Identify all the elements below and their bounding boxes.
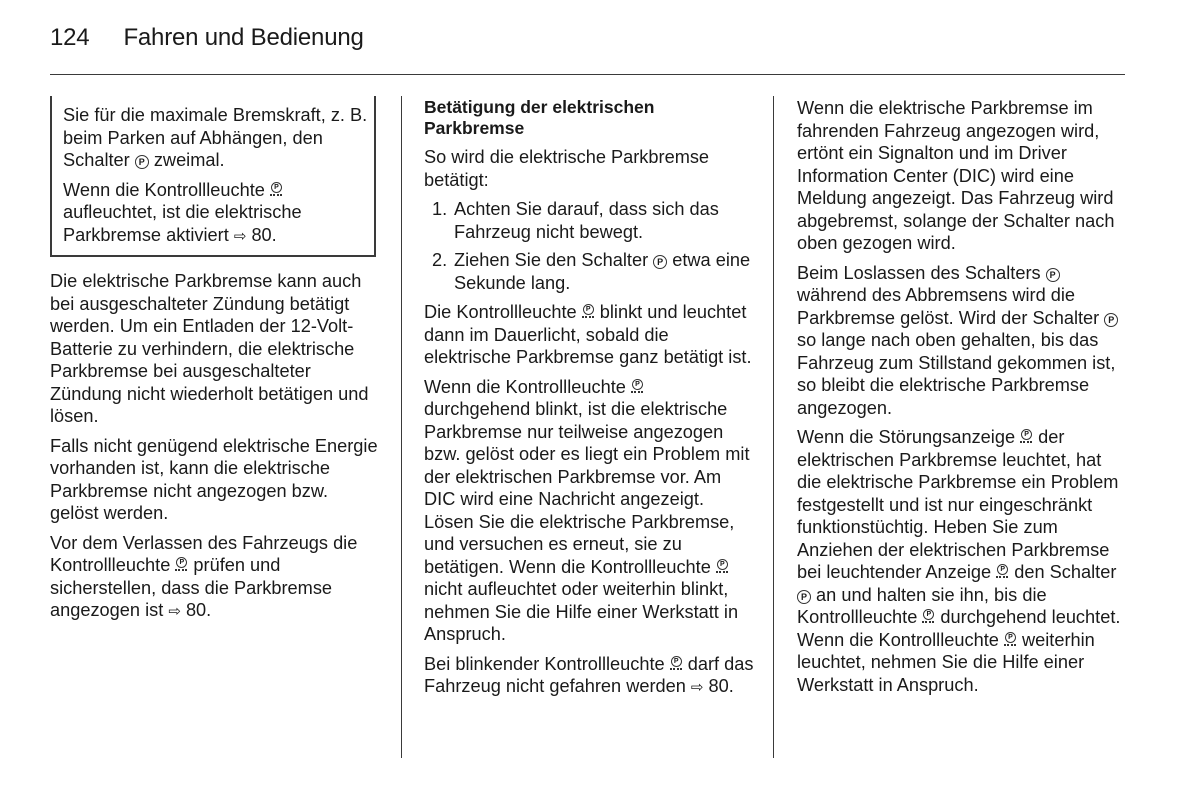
park-brake-fault-lamp-icon — [1020, 429, 1033, 444]
park-switch-icon: P — [1046, 268, 1060, 282]
park-brake-lamp-icon — [582, 304, 595, 319]
page-number: 124 — [50, 24, 90, 51]
park-brake-lamp-icon — [716, 559, 729, 574]
steps-list — [424, 198, 754, 294]
park-brake-lamp-icon — [631, 379, 644, 394]
list-item: 2. Ziehen Sie den Schalter P etwa eine Sekunde lang. — [432, 250, 751, 293]
paragraph: Die Kontrollleuchte P blinkt und leuchtet dann im Dauerlicht, sobald die elektrische Parkbremse ganz betätigt ist. — [424, 301, 754, 369]
park-brake-lamp-icon — [922, 609, 935, 624]
page-reference-icon: ⇨ — [690, 679, 704, 696]
paragraph: Falls nicht genügend elektrische Energie vorhanden ist, kann die elektrische Parkbremse nicht angezogen bzw. gelöst werden. — [50, 435, 378, 523]
page-title: Fahren und Bedienung — [123, 24, 364, 51]
column-divider — [773, 96, 774, 758]
park-brake-lamp-icon — [1004, 632, 1017, 647]
column-left — [50, 270, 378, 631]
page-reference-icon: ⇨ — [233, 227, 247, 245]
column-divider — [401, 96, 402, 758]
park-brake-lamp-icon — [175, 557, 188, 572]
paragraph: Vor dem Verlassen des Fahrzeugs die Kontrollleuchte P prüfen und sicherstellen, dass die Parkbremse angezogen ist ⇨ 80. — [50, 532, 378, 624]
park-brake-fault-lamp-icon — [996, 564, 1009, 579]
column-middle — [424, 97, 754, 707]
column-right — [797, 97, 1129, 703]
page-header — [50, 24, 364, 58]
list-item: 1. Achten Sie darauf, dass sich das Fahrzeug nicht bewegt. — [432, 199, 719, 242]
paragraph: Bei blinkender Kontrollleuchte P darf das Fahrzeug nicht gefahren werden ⇨ 80. — [424, 653, 754, 700]
paragraph: Beim Loslassen des Schalters P während des Abbremsens wird die Parkbremse gelöst. Wird der Schalter P so lange nach oben gehalten, bis das Fahrzeug zum Stillstand gekommen ist, so bleibt die elektrische Parkbremse angezogen. — [797, 262, 1129, 420]
paragraph: Wenn die Störungsanzeige P der elektrischen Parkbremse leuchtet, hat die elektrische Parkbremse ein Problem festgestellt und ist nur eingeschränkt funktionstüchtig. Heben Sie zum Anziehen der elektrischen Parkbremse bei leuchtender Anzeige P den Schalter P an und halten sie ihn, bis die Kontrollleuchte P durchgehend leuchtet. Wenn die Kontrollleuchte P weiterhin leuchtet, nehmen Sie die Hilfe einer Werkstatt in Anspruch. — [797, 426, 1129, 696]
page-reference-icon: ⇨ — [168, 603, 181, 620]
park-switch-icon: P — [797, 590, 811, 604]
paragraph: Wenn die elektrische Parkbremse im fahrenden Fahrzeug angezogen wird, ertönt ein Signalton und im Driver Information Center (DIC) wird eine Meldung angezeigt. Das Fahrzeug wird abgebremst, solange der Schalter nach oben gezogen wird. — [797, 98, 1115, 253]
note-paragraph: Wenn die Kontrollleuchte P aufleuchtet, ist die elektrische Parkbremse aktiviert ⇨ 80. — [63, 179, 374, 249]
section-heading: Betätigung der elektrischen Parkbremse — [424, 97, 655, 138]
park-switch-icon: P — [135, 155, 149, 169]
park-brake-lamp-icon — [670, 656, 683, 671]
note-paragraph: Sie für die maximale Bremskraft, z. B. beim Parken auf Abhängen, den Schalter P zweimal. — [63, 105, 368, 170]
paragraph: Die elektrische Parkbremse kann auch bei ausgeschalteter Zündung betätigt werden. Um ein Entladen der 12-Volt-Batterie zu verhindern, die elektrische Parkbremse bei ausgeschalteter Zündung nicht wiederholt betätigen und lösen. — [50, 271, 369, 426]
park-brake-lamp-icon — [270, 182, 283, 197]
note-box — [50, 96, 376, 257]
paragraph: So wird die elektrische Parkbremse betätigt: — [424, 147, 710, 190]
park-switch-icon: P — [1104, 313, 1118, 327]
header-rule — [50, 74, 1125, 75]
park-switch-icon: P — [653, 255, 667, 269]
paragraph: Wenn die Kontrollleuchte P durchgehend blinkt, ist die elektrische Parkbremse nur teilweise angezogen bzw. gelöst oder es liegt ein Problem mit der elektrischen Parkbremse vor. Am DIC wird eine Nachricht angezeigt. Lösen Sie die elektrische Parkbremse, und versuchen es erneut, sie zu betätigen. Wenn die Kontrollleuchte P nicht aufleuchtet oder weiterhin blinkt, nehmen Sie die Hilfe einer Werkstatt in Anspruch. — [424, 376, 754, 646]
